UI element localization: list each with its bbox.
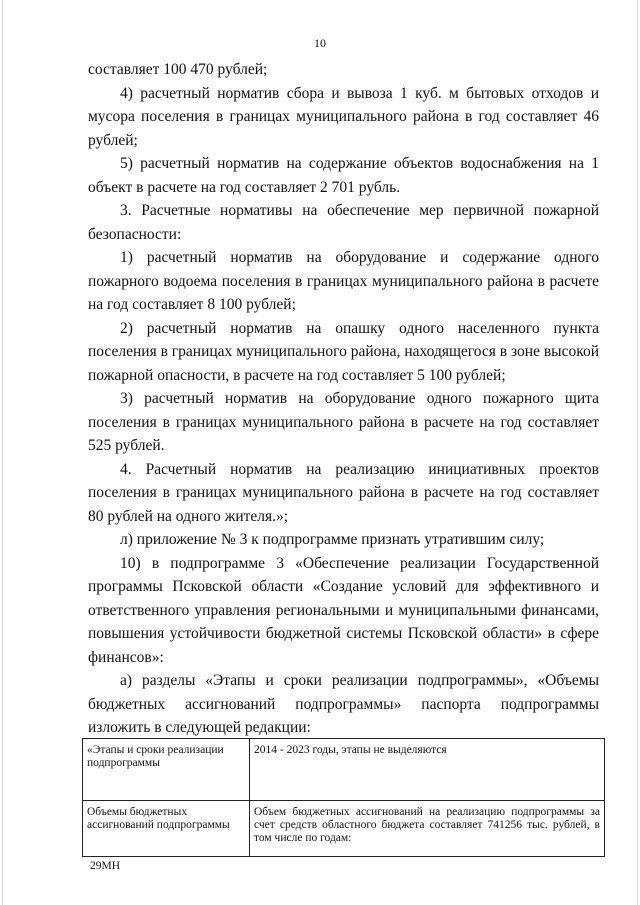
document-body bbox=[88, 58, 599, 740]
passport-table bbox=[82, 738, 605, 857]
scan-edge-right bbox=[637, 0, 638, 905]
paragraph-item-4: 4) расчетный норматив сбора и вывоза 1 куб. м бытовых отходов и мусора поселения в границах муниципального района в год составляет 46 рублей; bbox=[88, 84, 599, 149]
table-label-stages: «Этапы и сроки реализации подпрограммы bbox=[83, 739, 250, 801]
paragraph-continuation: составляет 100 470 рублей; bbox=[88, 61, 268, 78]
paragraph-item-a: а) разделы «Этапы и сроки реализации подпрограммы», «Объемы бюджетных ассигнований подпрограммы» паспорта подпрограммы изложить в следующей редакции: bbox=[88, 672, 599, 736]
paragraph-item-5: 5) расчетный норматив на содержание объектов водоснабжения на 1 объект в расчете на год составляет 2 701 рубль. bbox=[88, 155, 599, 196]
table-value-budget: Объем бюджетных ассигнований на реализацию подпрограммы за счет средств областного бюджета составляет 741256 тыс. рублей, в том числе по годам: bbox=[250, 801, 605, 857]
paragraph-fire-item-3: 3) расчетный норматив на оборудование одного пожарного щита поселения в границах муниципального района в расчете на год составляет 525 рублей. bbox=[88, 390, 599, 454]
table-row bbox=[83, 801, 605, 857]
paragraph-fire-item-2: 2) расчетный норматив на опашку одного населенного пункта поселения в границах муниципального района, находящегося в зоне высокой пожарной опасности, в расчете на год составляет 5 100 рублей; bbox=[88, 319, 599, 384]
page-number: 10 bbox=[314, 36, 326, 50]
paragraph-section-3: 3. Расчетные нормативы на обеспечение мер первичной пожарной безопасности: bbox=[88, 202, 599, 243]
scan-edge-left bbox=[2, 0, 3, 905]
table-row bbox=[83, 739, 605, 801]
table-label-budget: Объемы бюджетных ассигнований подпрограммы bbox=[83, 801, 250, 857]
paragraph-item-10: 10) в подпрограмме 3 «Обеспечение реализации Государственной программы Псковской области «Создание условий для эффективного и ответственного управления региональными и муниципальными финансами, повышения устойчивости бюджетной системы Псковской области» в сфере финансов»: bbox=[88, 554, 599, 666]
paragraph-item-l: л) приложение № 3 к подпрограмме признать утратившим силу; bbox=[120, 531, 545, 548]
paragraph-fire-item-1: 1) расчетный норматив на оборудование и содержание одного пожарного водоема поселения в границах муниципального района в расчете на год составляет 8 100 рублей; bbox=[88, 249, 599, 313]
table-value-stages: 2014 - 2023 годы, этапы не выделяются bbox=[250, 739, 605, 801]
paragraph-section-4: 4. Расчетный норматив на реализацию инициативных проектов поселения в границах муниципального района в расчете на год составляет 80 рублей на одного жителя.»; bbox=[88, 460, 599, 525]
footer-code: 29МН bbox=[90, 860, 121, 872]
